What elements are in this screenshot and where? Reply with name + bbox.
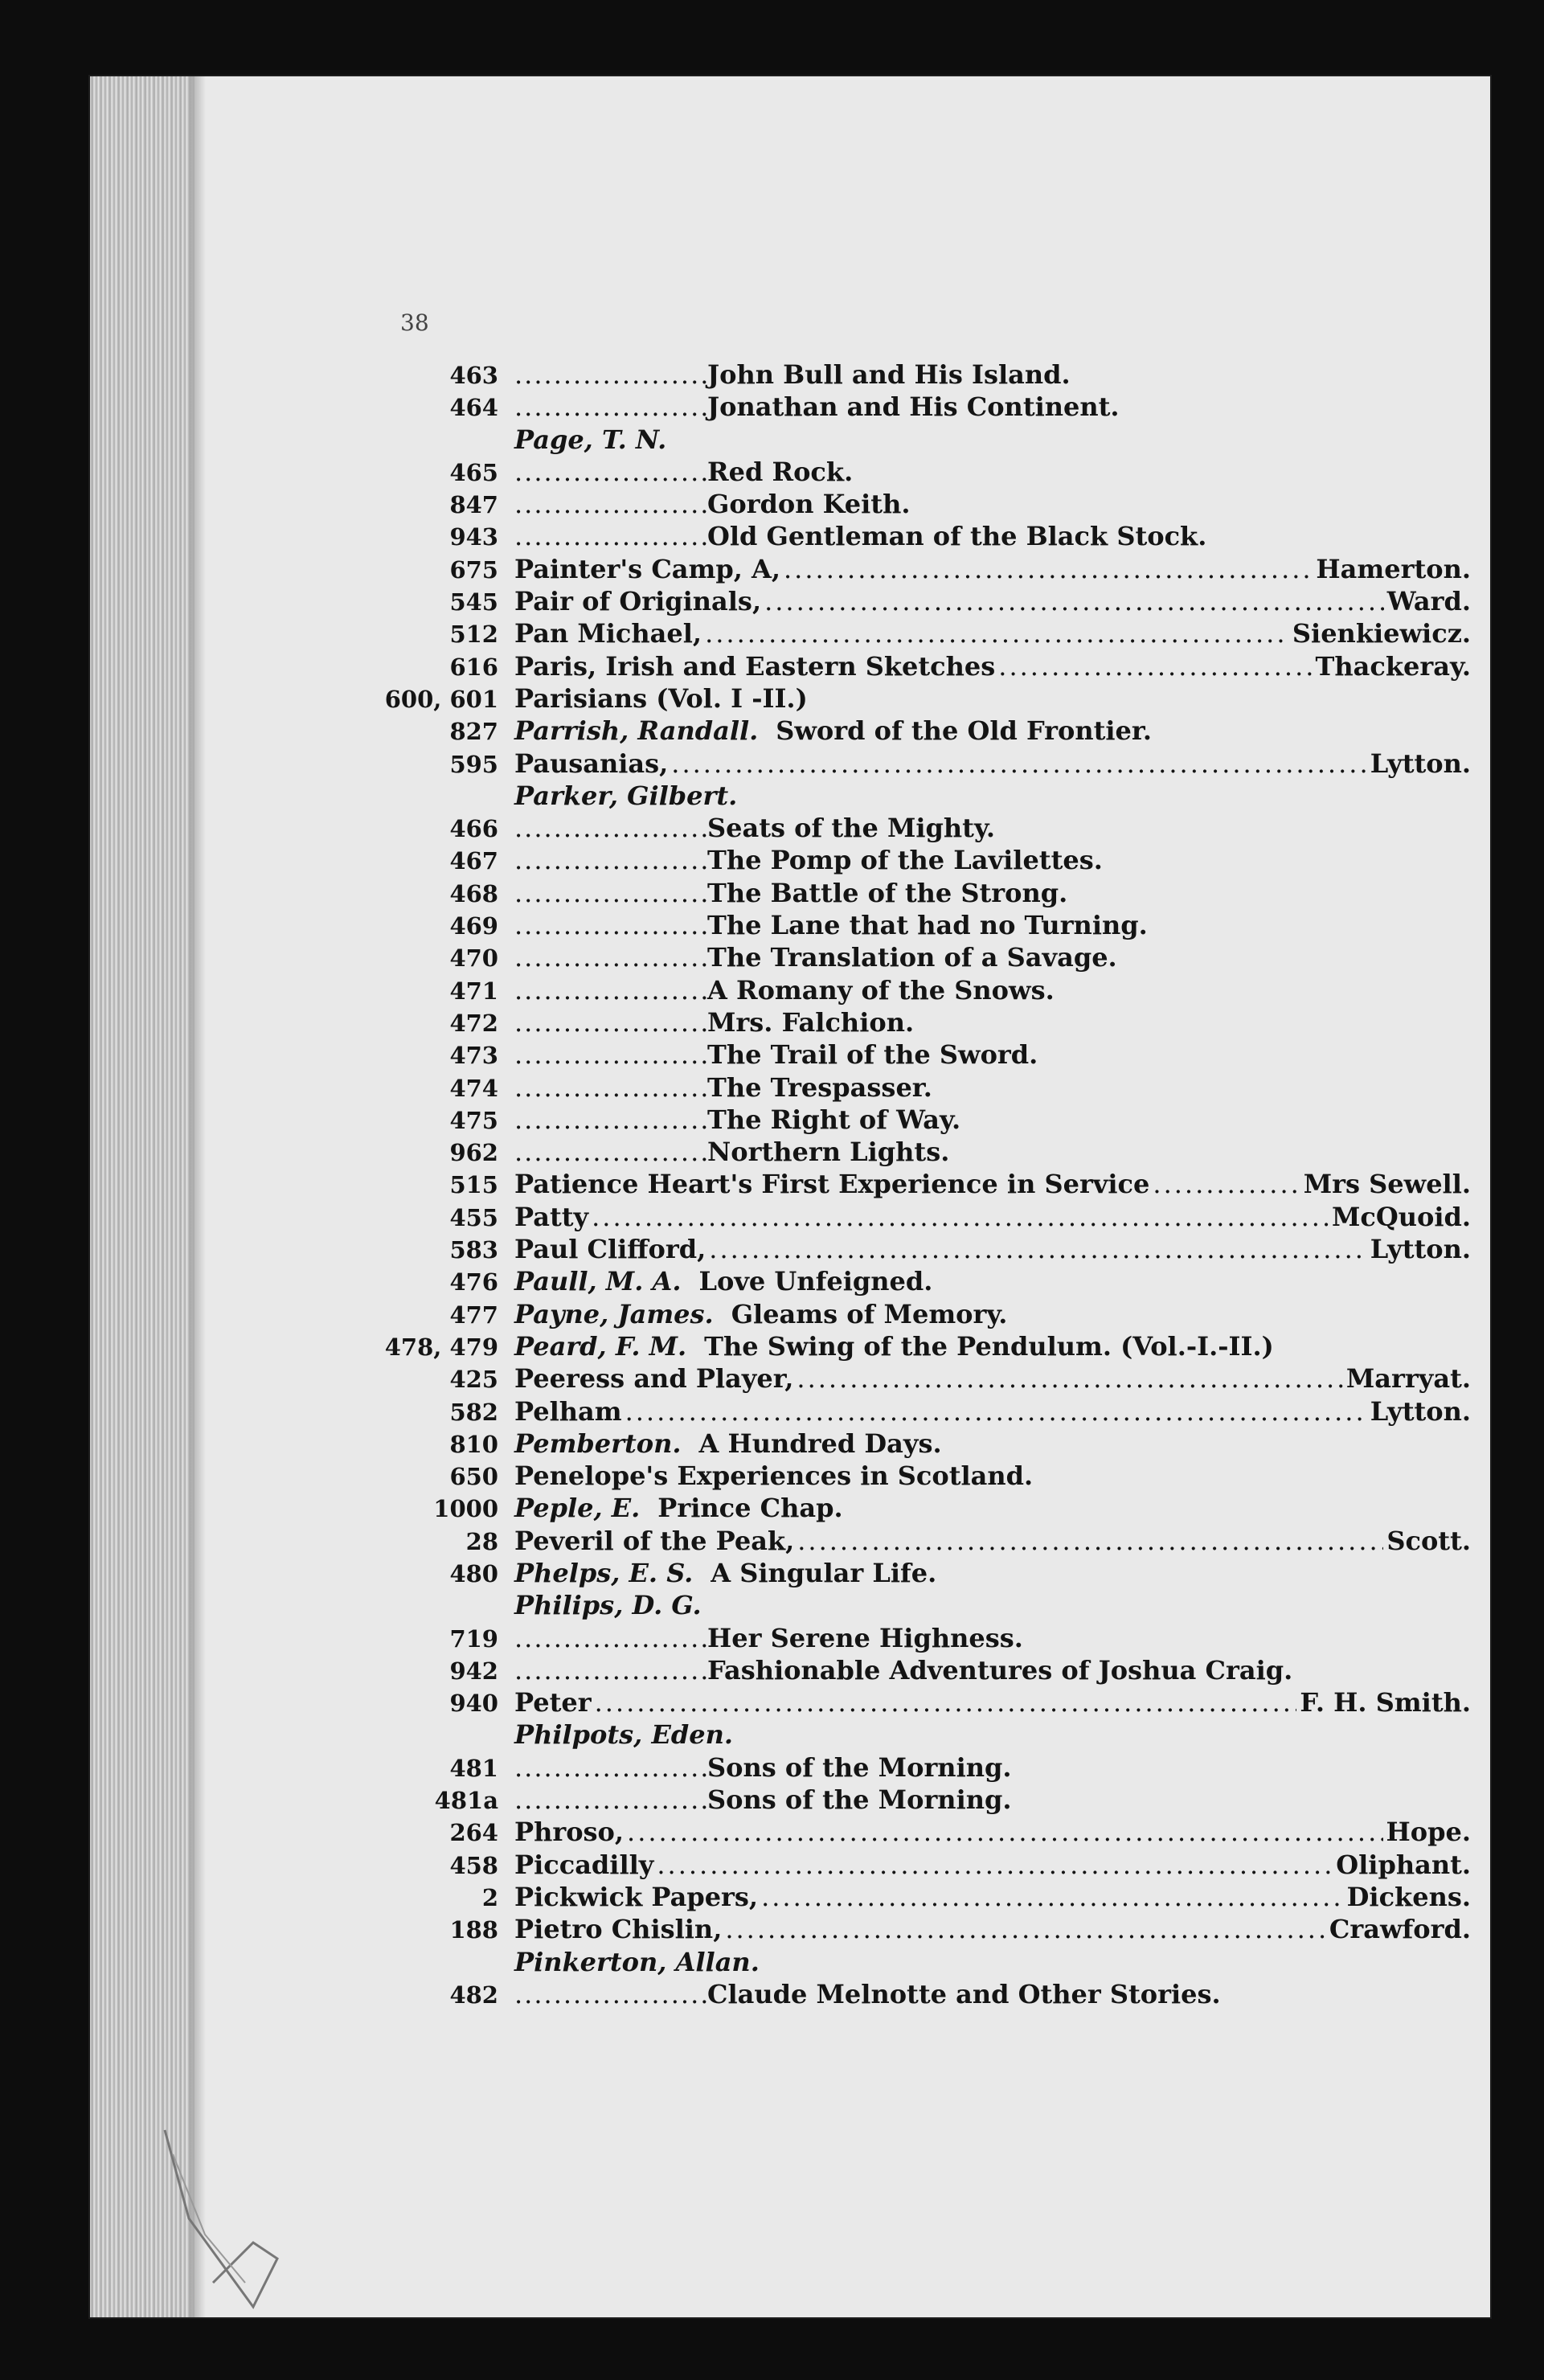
entry-number: 810 — [449, 1430, 498, 1458]
entry-number: 471 — [449, 977, 498, 1005]
leader-dots — [514, 1654, 707, 1686]
entry-number: 962 — [449, 1139, 498, 1167]
catalog-row — [378, 585, 1471, 617]
work-title: The Translation of a Savage. — [707, 942, 1117, 973]
entry-number: 458 — [449, 1851, 498, 1879]
entry-content — [514, 1233, 1471, 1265]
entry-content — [514, 941, 1471, 973]
entry-content — [514, 1718, 1471, 1751]
entry-content — [514, 1492, 1471, 1524]
leader-dots — [514, 391, 707, 423]
entry-content — [514, 456, 1471, 488]
entry-content — [514, 1654, 1471, 1686]
catalog-row — [378, 391, 1471, 423]
entry-content — [514, 1330, 1471, 1362]
entry-content — [514, 553, 1471, 585]
entry-number: 600, 601 — [384, 685, 498, 713]
entry-content — [514, 1589, 1471, 1621]
entry-number: 464 — [449, 394, 498, 422]
leader-dots — [725, 1913, 1326, 1945]
entry-number: 942 — [449, 1657, 498, 1685]
catalog-row — [378, 1136, 1471, 1168]
entry-number: 482 — [449, 1981, 498, 2009]
entry-number: 474 — [449, 1074, 498, 1102]
work-title: A Singular Life. — [711, 1557, 937, 1588]
catalog-row — [378, 1395, 1471, 1428]
catalog-row — [378, 1913, 1471, 1945]
entry-content — [514, 748, 1471, 780]
work-title: Painter's Camp, A, — [514, 553, 780, 584]
work-title: Phroso, — [514, 1817, 625, 1848]
catalog-row — [378, 1525, 1471, 1557]
entry-content — [514, 1168, 1471, 1200]
entry-content — [514, 877, 1471, 909]
entry-number: 28 — [465, 1527, 498, 1555]
work-title: Sons of the Morning. — [707, 1751, 1012, 1783]
catalog-row — [378, 1298, 1471, 1330]
author-surname: Mrs Sewell. — [1303, 1169, 1471, 1200]
entry-number: 719 — [449, 1624, 498, 1653]
entry-number: 425 — [449, 1366, 498, 1394]
entry-content — [514, 715, 1471, 747]
leader-dots — [514, 1071, 707, 1104]
author-name: Philips, D. G. — [514, 1590, 702, 1621]
work-title: Pair of Originals, — [514, 586, 762, 617]
gutter-shadow — [190, 76, 206, 2317]
entry-number: 481a — [434, 1787, 498, 1815]
entry-number: 264 — [449, 1819, 498, 1847]
work-title: Prince Chap. — [657, 1493, 843, 1524]
catalog-row — [378, 715, 1471, 747]
work-title: Peveril of the Peak, — [514, 1525, 795, 1556]
entry-content — [514, 358, 1471, 391]
work-title: Red Rock. — [707, 456, 854, 487]
catalog-row — [378, 1816, 1471, 1848]
catalog-row — [378, 1654, 1471, 1686]
leader-dots — [797, 1525, 1383, 1557]
leader-dots — [998, 650, 1312, 682]
entry-number: 940 — [449, 1690, 498, 1718]
catalog-row — [378, 424, 1471, 456]
work-title: Fashionable Adventures of Joshua Craig. — [707, 1654, 1293, 1686]
author-surname: Dickens. — [1346, 1881, 1471, 1912]
work-title: Old Gentleman of the Black Stock. — [707, 521, 1207, 552]
leader-dots — [671, 748, 1366, 780]
entry-content — [514, 1622, 1471, 1654]
work-title: Patty — [514, 1201, 589, 1232]
catalog-row — [378, 488, 1471, 520]
author-name: Philpots, Eden. — [514, 1719, 733, 1751]
author-name: Payne, James. — [514, 1298, 714, 1329]
entry-content — [514, 909, 1471, 941]
entry-number: 476 — [449, 1268, 498, 1297]
leader-dots — [514, 909, 707, 941]
work-title: The Right of Way. — [707, 1104, 961, 1135]
entry-number: 465 — [449, 458, 498, 486]
entry-number: 616 — [449, 653, 498, 681]
author-surname: Marryat. — [1345, 1363, 1471, 1395]
author-name: Pemberton. — [514, 1428, 682, 1459]
catalog-row — [378, 358, 1471, 391]
work-title: Peter — [514, 1687, 592, 1718]
catalog-row — [378, 1686, 1471, 1718]
leader-dots — [514, 1751, 707, 1784]
catalog-row — [378, 844, 1471, 876]
entry-content — [514, 682, 1471, 715]
entry-content — [514, 1784, 1471, 1816]
catalog-row — [378, 1201, 1471, 1233]
entry-number: 472 — [449, 1009, 498, 1037]
catalog-row — [378, 1622, 1471, 1654]
catalog-row — [378, 1038, 1471, 1071]
leader-dots — [514, 812, 707, 844]
leader-dots — [514, 844, 707, 876]
author-name: Parrish, Randall. — [514, 715, 759, 747]
catalog-row — [378, 1362, 1471, 1395]
work-title: Pietro Chislin, — [514, 1914, 723, 1945]
work-title: The Trail of the Sword. — [707, 1039, 1038, 1071]
author-surname: Lytton. — [1370, 748, 1471, 779]
work-title: Seats of the Mighty. — [707, 813, 995, 844]
entry-content — [514, 424, 1471, 456]
leader-dots — [514, 1104, 707, 1136]
entry-number: 467 — [449, 847, 498, 875]
entry-number: 188 — [449, 1916, 498, 1944]
work-title: Peeress and Player, — [514, 1363, 794, 1395]
catalog-row — [378, 456, 1471, 488]
catalog-row — [378, 780, 1471, 812]
entry-number: 1000 — [433, 1495, 498, 1523]
entry-content — [514, 974, 1471, 1006]
entry-content — [514, 1525, 1471, 1557]
leader-dots — [709, 1233, 1366, 1265]
entry-content — [514, 1071, 1471, 1104]
entry-content — [514, 1816, 1471, 1848]
work-title: Mrs. Falchion. — [707, 1006, 915, 1038]
entry-content — [514, 844, 1471, 876]
entry-content — [514, 488, 1471, 520]
work-title: A Romany of the Snows. — [707, 974, 1055, 1006]
leader-dots — [514, 1038, 707, 1071]
catalog-row — [378, 1881, 1471, 1913]
author-surname: Sienkiewicz. — [1292, 618, 1471, 649]
entry-number: 675 — [449, 555, 498, 584]
catalog-row — [378, 1168, 1471, 1200]
catalog-row — [378, 1849, 1471, 1881]
author-surname: McQuoid. — [1331, 1201, 1471, 1232]
entry-number: 475 — [449, 1106, 498, 1134]
page-corner-fold — [157, 2122, 301, 2315]
entry-number: 512 — [449, 621, 498, 649]
work-title: Pelham — [514, 1395, 622, 1427]
entry-number: 468 — [449, 879, 498, 907]
entry-content — [514, 1557, 1471, 1589]
catalog-row — [378, 1978, 1471, 2010]
leader-dots — [514, 941, 707, 973]
author-surname: Crawford. — [1329, 1914, 1471, 1945]
leader-dots — [514, 877, 707, 909]
leader-dots — [595, 1686, 1297, 1718]
entry-number: 847 — [449, 491, 498, 519]
catalog-row — [378, 812, 1471, 844]
catalog-row — [378, 909, 1471, 941]
entry-content — [514, 1881, 1471, 1913]
entry-number: 466 — [449, 815, 498, 843]
work-title: Sword of the Old Frontier. — [776, 715, 1152, 747]
author-name: Phelps, E. S. — [514, 1557, 694, 1588]
work-title: Sons of the Morning. — [707, 1784, 1012, 1816]
entry-content — [514, 1849, 1471, 1881]
catalog-row — [378, 1104, 1471, 1136]
entry-content — [514, 1913, 1471, 1945]
work-title: Penelope's Experiences in Scotland. — [514, 1460, 1034, 1492]
leader-dots — [514, 1622, 707, 1654]
author-name: Paull, M. A. — [514, 1266, 682, 1297]
work-title: The Pomp of the Lavilettes. — [707, 845, 1103, 876]
entry-number: 469 — [449, 912, 498, 940]
entry-content — [514, 1395, 1471, 1428]
work-title: Gordon Keith. — [707, 489, 911, 520]
catalog-row — [378, 1460, 1471, 1492]
entry-number: 463 — [449, 362, 498, 389]
leader-dots — [627, 1816, 1383, 1848]
entry-number: 455 — [449, 1203, 498, 1231]
leader-dots — [764, 585, 1384, 617]
catalog-row — [378, 1071, 1471, 1104]
catalog-row — [378, 974, 1471, 1006]
entry-number: 650 — [449, 1463, 498, 1491]
work-title: Jonathan and His Continent. — [707, 391, 1120, 423]
entry-content — [514, 650, 1471, 682]
work-title: Paul Clifford, — [514, 1234, 706, 1265]
catalog-row — [378, 1557, 1471, 1589]
catalog-row — [378, 520, 1471, 552]
leader-dots — [514, 1784, 707, 1816]
entry-content — [514, 1265, 1471, 1297]
work-title: Pan Michael, — [514, 618, 702, 649]
catalog-row — [378, 1718, 1471, 1751]
entry-content — [514, 1751, 1471, 1784]
catalog-entries — [378, 358, 1471, 2010]
entry-number: 582 — [449, 1398, 498, 1426]
work-title: Pickwick Papers, — [514, 1881, 759, 1912]
author-surname: Lytton. — [1370, 1395, 1471, 1427]
entry-content — [514, 391, 1471, 423]
entry-content — [514, 1978, 1471, 2010]
entry-number: 545 — [449, 588, 498, 617]
catalog-row — [378, 1233, 1471, 1265]
author-surname: Oliphant. — [1336, 1849, 1471, 1880]
leader-dots — [592, 1201, 1329, 1233]
catalog-row — [378, 1492, 1471, 1524]
leader-dots — [514, 520, 707, 552]
work-title: Her Serene Highness. — [707, 1622, 1023, 1653]
author-surname: Hope. — [1386, 1817, 1471, 1848]
catalog-row — [378, 1006, 1471, 1038]
catalog-row — [378, 877, 1471, 909]
entry-content — [514, 1362, 1471, 1395]
leader-dots — [761, 1881, 1344, 1913]
work-title: The Trespasser. — [707, 1071, 932, 1103]
entry-number: 481 — [449, 1754, 498, 1782]
work-title: Parisians (Vol. I -II.) — [514, 682, 808, 714]
entry-content — [514, 1201, 1471, 1233]
author-surname: Ward. — [1386, 586, 1471, 617]
entry-number: 583 — [449, 1236, 498, 1264]
leader-dots — [705, 617, 1289, 649]
entry-content — [514, 1946, 1471, 1978]
leader-dots — [514, 1978, 707, 2010]
catalog-row — [378, 650, 1471, 682]
catalog-row — [378, 1784, 1471, 1816]
work-title: John Bull and His Island. — [707, 359, 1071, 390]
work-title: A Hundred Days. — [698, 1428, 942, 1459]
leader-dots — [784, 553, 1313, 585]
author-name: Pinkerton, Allan. — [514, 1946, 760, 1977]
catalog-row — [378, 682, 1471, 715]
entry-number: 477 — [449, 1301, 498, 1329]
author-surname: Scott. — [1386, 1525, 1471, 1556]
entry-content — [514, 1104, 1471, 1136]
leader-dots — [514, 456, 707, 488]
entry-number: 478, 479 — [384, 1333, 498, 1361]
entry-content — [514, 1460, 1471, 1492]
work-title: The Lane that had no Turning. — [707, 910, 1148, 941]
catalog-row — [378, 1946, 1471, 1978]
work-title: Piccadilly — [514, 1849, 654, 1880]
catalog-row — [378, 1589, 1471, 1621]
leader-dots — [797, 1362, 1342, 1395]
leader-dots — [514, 974, 707, 1006]
entry-number: 2 — [481, 1883, 498, 1911]
catalog-row — [378, 617, 1471, 649]
catalog-row — [378, 748, 1471, 780]
entry-number: 515 — [449, 1171, 498, 1199]
author-surname: Lytton. — [1370, 1234, 1471, 1265]
entry-number: 470 — [449, 944, 498, 973]
work-title: Claude Melnotte and Other Stories. — [707, 1978, 1221, 2009]
entry-content — [514, 1006, 1471, 1038]
leader-dots — [625, 1395, 1367, 1428]
leader-dots — [1153, 1168, 1300, 1200]
author-name: Peple, E. — [514, 1493, 641, 1524]
author-surname: F. H. Smith. — [1300, 1687, 1471, 1718]
work-title: Patience Heart's First Experience in Service — [514, 1169, 1150, 1200]
entry-content — [514, 1686, 1471, 1718]
leader-dots — [514, 1136, 707, 1168]
author-name: Parker, Gilbert. — [514, 780, 738, 811]
catalog-row — [378, 941, 1471, 973]
author-name: Peard, F. M. — [514, 1330, 687, 1362]
entry-content — [514, 1428, 1471, 1460]
entry-number: 943 — [449, 523, 498, 551]
entry-content — [514, 585, 1471, 617]
entry-number: 827 — [449, 718, 498, 746]
entry-content — [514, 1038, 1471, 1071]
entry-content — [514, 812, 1471, 844]
entry-content — [514, 1298, 1471, 1330]
entry-number: 480 — [449, 1559, 498, 1587]
work-title: The Battle of the Strong. — [707, 877, 1068, 908]
catalog-row — [378, 1330, 1471, 1362]
work-title: Pausanias, — [514, 748, 669, 779]
author-surname: Thackeray. — [1315, 650, 1471, 682]
entry-content — [514, 617, 1471, 649]
work-title: The Swing of the Pendulum. (Vol.-I.-II.) — [704, 1330, 1274, 1362]
catalog-row — [378, 553, 1471, 585]
entry-number: 473 — [449, 1042, 498, 1070]
entry-content — [514, 520, 1471, 552]
leader-dots — [514, 488, 707, 520]
author-name: Page, T. N. — [514, 424, 667, 455]
page-edges — [90, 76, 195, 2317]
catalog-row — [378, 1265, 1471, 1297]
entry-number: 595 — [449, 750, 498, 778]
leader-dots — [514, 1006, 707, 1038]
work-title: Gleams of Memory. — [731, 1298, 1008, 1329]
entry-content — [514, 1136, 1471, 1168]
catalog-row — [378, 1751, 1471, 1784]
entry-content — [514, 780, 1471, 812]
catalog-row — [378, 1428, 1471, 1460]
work-title: Northern Lights. — [707, 1137, 950, 1168]
leader-dots — [514, 358, 707, 391]
work-title: Paris, Irish and Eastern Sketches — [514, 650, 996, 682]
page-number: 38 — [400, 309, 429, 336]
work-title: Love Unfeigned. — [698, 1266, 933, 1297]
author-surname: Hamerton. — [1316, 553, 1471, 584]
leader-dots — [657, 1849, 1333, 1881]
